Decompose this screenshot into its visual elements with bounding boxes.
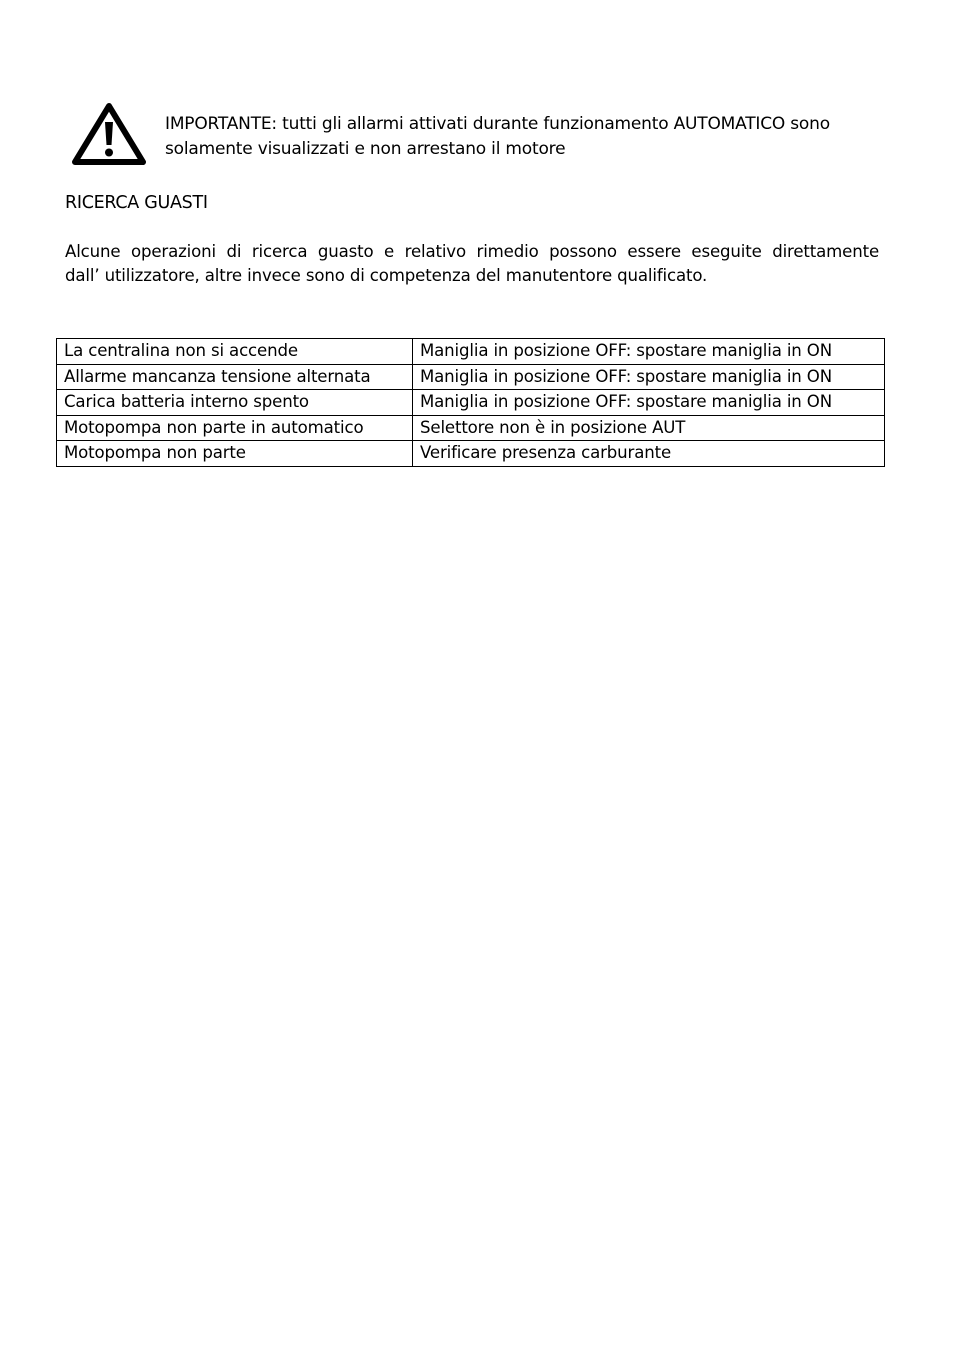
intro-line-1: Alcune operazioni di ricerca guasto e relativo rimedio possono essere eseguite direttamente (65, 242, 879, 261)
table-row (57, 415, 885, 441)
table-row (57, 390, 885, 416)
problem-cell: Carica batteria interno spento (57, 390, 413, 416)
problem-cell: Allarme mancanza tensione alternata (57, 364, 413, 390)
warning-line-2: solamente visualizzati e non arrestano il motore (165, 139, 566, 159)
remedy-cell: Selettore non è in posizione AUT (413, 415, 885, 441)
warning-text (165, 112, 895, 162)
problem-cell: Motopompa non parte (57, 441, 413, 467)
remedy-cell: Verificare presenza carburante (413, 441, 885, 467)
warning-line-1: IMPORTANTE: tutti gli allarmi attivati durante funzionamento AUTOMATICO sono (165, 114, 830, 134)
warning-notice (72, 102, 892, 166)
intro-paragraph (65, 240, 879, 288)
table-row (57, 364, 885, 390)
intro-line-2: dall’ utilizzatore, altre invece sono di competenza del manutentore qualificato. (65, 266, 708, 285)
problem-cell: La centralina non si accende (57, 339, 413, 365)
table-row (57, 339, 885, 365)
remedy-cell: Maniglia in posizione OFF: spostare maniglia in ON (413, 364, 885, 390)
warning-triangle-icon (72, 102, 146, 166)
section-title: RICERCA GUASTI (65, 193, 208, 213)
problem-cell: Motopompa non parte in automatico (57, 415, 413, 441)
remedy-cell: Maniglia in posizione OFF: spostare maniglia in ON (413, 390, 885, 416)
table-row (57, 441, 885, 467)
troubleshooting-table (56, 338, 885, 467)
remedy-cell: Maniglia in posizione OFF: spostare maniglia in ON (413, 339, 885, 365)
